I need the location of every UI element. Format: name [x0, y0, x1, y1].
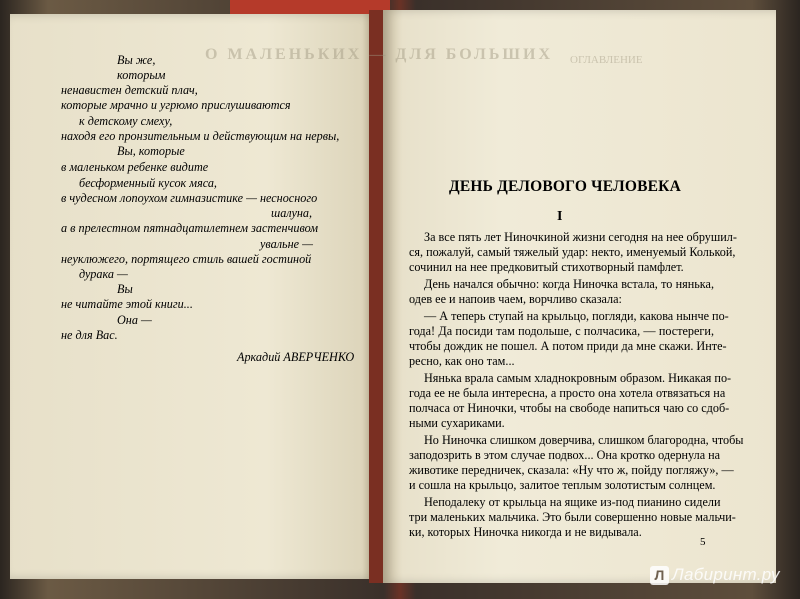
text-line: три маленьких мальчика. Это были совершенно новые мальчи- — [409, 510, 736, 524]
text-line: ресно, как оно там... — [409, 354, 515, 368]
labirint-logo-icon: Л — [650, 566, 669, 585]
text-line: сочинил на нее предковитый стихотворный памфлет. — [409, 260, 684, 274]
epigraph-line: которым — [117, 68, 166, 82]
epigraph-line: в маленьком ребенке видите — [61, 160, 209, 174]
page-number: 5 — [700, 536, 706, 548]
text-line: Нянька врала самым хладнокровным образом. Никакая по- — [424, 371, 732, 385]
text-line: Но Ниночка слишком доверчива, слишком благородна, чтобы — [424, 433, 744, 447]
watermark — [650, 565, 780, 585]
text-line: За все пять лет Ниночкиной жизни сегодня на нее обрушил- — [424, 230, 737, 244]
story-title: ДЕНЬ ДЕЛОВОГО ЧЕЛОВЕКА — [449, 178, 682, 195]
text-line: — А теперь ступай на крыльцо, погляди, какова нынче по- — [424, 309, 729, 323]
epigraph-line: которые мрачно и угрюмо прислушиваются — [61, 98, 291, 112]
text-line: животике передничек, сказала: «Ну что ж, пойду погляжу», — — [409, 463, 734, 477]
epigraph-line: шалуна, — [271, 206, 313, 220]
text-line: ными сухариками. — [409, 416, 505, 430]
epigraph-line: неуклюжего, портящего стиль вашей гостиной — [61, 252, 312, 266]
text-line: и сошла на крыльцо, залитое теплым золотистым солнцем. — [409, 478, 716, 492]
text-line: чтобы дождик не пошел. А потом приди да мне скажи. Инте- — [409, 339, 727, 353]
epigraph-line: находя его пронзительным и действующим на нервы, — [61, 129, 340, 143]
epigraph-line: к детскому смеху, — [79, 114, 173, 128]
watermark-text: Лабиринт.ру — [672, 565, 780, 584]
epigraph-line: Вы — [117, 282, 133, 296]
epigraph-line: Она — — [117, 313, 152, 327]
epigraph-line: бесформенный кусок мяса, — [79, 176, 217, 190]
epigraph-line: Вы, которые — [117, 144, 185, 158]
bleed-through-header-right: ОГЛАВЛЕНИЕ — [570, 54, 643, 66]
chapter-number: I — [557, 209, 563, 224]
cover-red-strip — [230, 0, 390, 14]
text-line: ки, которых Ниночка никогда и не видывала. — [409, 525, 642, 539]
epigraph-line: в чудесном лопоухом гимназистике — несносного — [61, 191, 318, 205]
text-line: заподозрить в этом случае подвох... Она кротко одернула на — [409, 448, 721, 462]
text-line: года! Да посиди там подольше, с полчасика, — постереги, — [409, 324, 714, 338]
text-line: ся, пожалуй, самый тяжелый удар: некто, именуемый Колькой, — [409, 245, 736, 259]
text-line: года ее не была интересна, а просто она хотела отвязаться на — [409, 386, 726, 400]
epigraph-line: ненавистен детский плач, — [61, 83, 198, 97]
text-line: полчаса от Ниночки, чтобы на свободе напиться чаю со сдоб- — [409, 401, 730, 415]
epigraph-line: не для Вас. — [61, 328, 118, 342]
epigraph-line: а в прелестном пятнадцатилетнем застенчивом — [61, 221, 319, 235]
epigraph-line: дурака — — [79, 267, 128, 281]
text-line: Неподалеку от крыльца на ящике из-под пианино сидели — [424, 495, 721, 509]
epigraph-line: увальне — — [260, 237, 313, 251]
text-line: День начался обычно: когда Ниночка встала, то нянька, — [424, 277, 714, 291]
text-line: одев ее и напоив чаем, ворчливо сказала: — [409, 292, 622, 306]
bleed-through-header-left: О МАЛЕНЬКИХ — ДЛЯ БОЛЬШИХ — [205, 46, 553, 63]
epigraph-author: Аркадий АВЕРЧЕНКО — [237, 350, 355, 364]
epigraph-line: не читайте этой книги... — [61, 297, 193, 311]
epigraph-line: Вы же, — [117, 53, 156, 67]
